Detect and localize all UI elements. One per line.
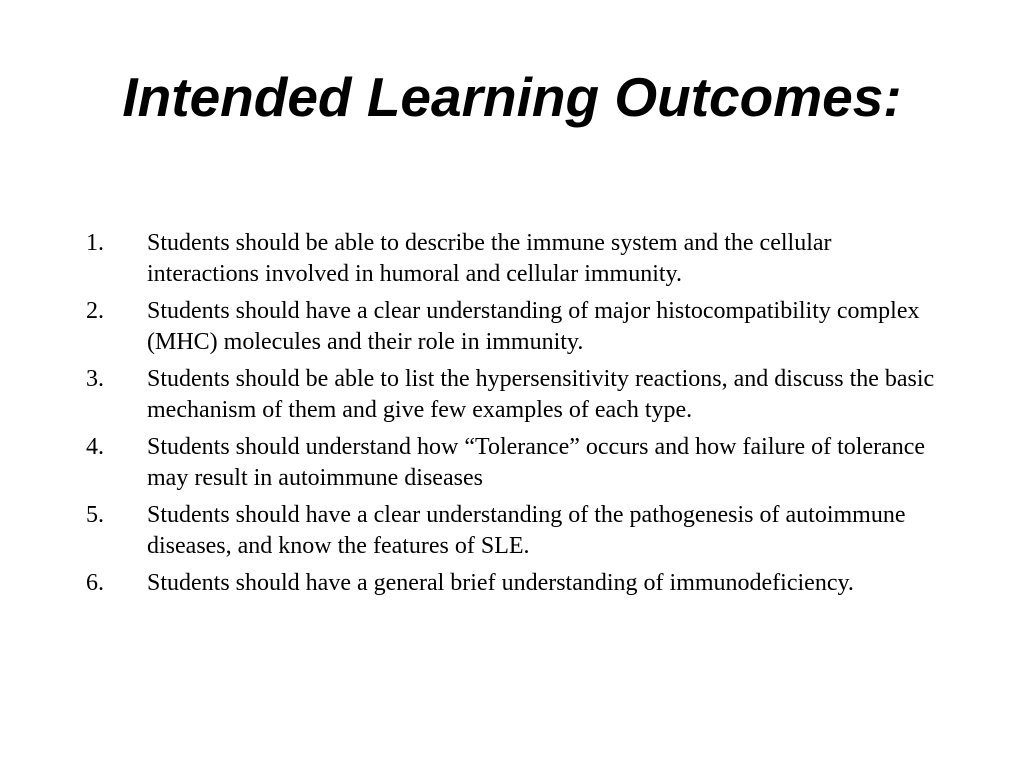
outcome-number: 6. [86,570,104,596]
outcome-text: Students should have a clear understanding of major histocompatibility complex (MHC) molecules and their role in immunity. [147,298,920,355]
outcome-number: 3. [86,366,104,392]
outcome-number: 1. [86,230,104,256]
learning-outcome-item [86,568,936,599]
outcome-text: Students should be able to list the hypersensitivity reactions, and discuss the basic mechanism of them and give few examples of each type. [147,366,935,423]
outcome-number: 4. [86,434,104,460]
learning-outcome-item [86,228,936,290]
outcome-number: 5. [86,502,104,528]
learning-outcome-item [86,364,936,426]
learning-outcome-item [86,500,936,562]
learning-outcome-item [86,432,936,494]
slide-title: Intended Learning Outcomes: [122,66,902,128]
outcome-text: Students should have a clear understanding of the pathogenesis of autoimmune diseases, and know the features of SLE. [147,502,906,559]
outcome-number: 2. [86,298,104,324]
outcome-text: Students should understand how “Tolerance” occurs and how failure of tolerance may result in autoimmune diseases [147,434,926,491]
learning-outcome-item [86,296,936,358]
learning-outcomes-list [86,228,936,605]
outcome-text: Students should have a general brief understanding of immunodeficiency. [147,570,854,596]
outcome-text: Students should be able to describe the immune system and the cellular interactions involved in humoral and cellular immunity. [147,230,832,287]
